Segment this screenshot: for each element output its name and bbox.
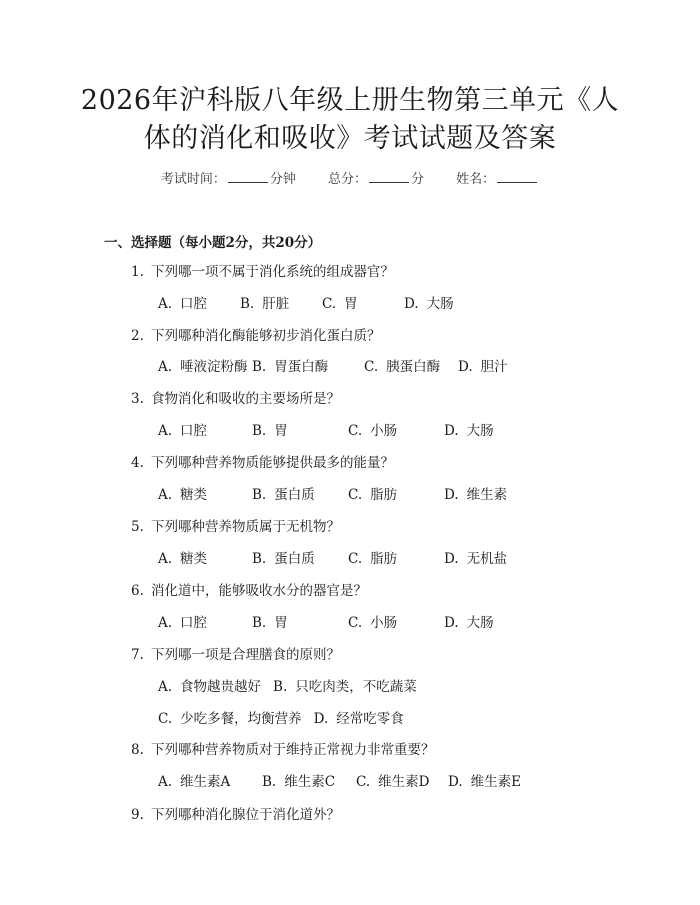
option-letter: C. (356, 774, 371, 790)
student-name (456, 168, 539, 187)
option-a (158, 292, 207, 312)
option-d (444, 419, 494, 439)
total-score-blank (369, 170, 409, 183)
option-d (444, 483, 507, 503)
option-letter: C. (158, 711, 173, 727)
option-text: 脂肪 (370, 487, 398, 503)
question-6 (131, 579, 367, 599)
option-text: 大肠 (466, 423, 494, 439)
option-letter: B. (240, 296, 255, 312)
option-a (158, 770, 230, 790)
option-c (348, 611, 397, 631)
question-text: 下列哪种营养物质能够提供最多的能量？ (151, 455, 394, 471)
option-text: 口腔 (180, 615, 208, 631)
option-letter: D. (444, 551, 459, 567)
option-a (158, 547, 207, 567)
option-letter: D. (444, 615, 459, 631)
option-c (356, 770, 429, 790)
option-text: 脂肪 (370, 551, 398, 567)
option-a (158, 483, 207, 503)
question-text: 下列哪种消化腺位于消化道外？ (151, 807, 340, 823)
option-text: 经常吃零食 (336, 711, 404, 727)
question-3 (131, 387, 340, 407)
option-b (252, 355, 328, 375)
question-5 (131, 515, 340, 535)
question-text: 下列哪一项不属于消化系统的组成器官？ (151, 264, 394, 280)
option-letter: A. (158, 487, 173, 503)
option-letter: A. (158, 359, 173, 375)
option-c (348, 547, 397, 567)
question-number: 6. (131, 583, 144, 599)
total-score-unit: 分 (411, 172, 425, 187)
question-text: 下列哪种营养物质对于维持正常视力非常重要？ (151, 742, 435, 758)
question-8 (131, 738, 435, 758)
question-text: 消化道中，能够吸收水分的器官是？ (151, 583, 367, 599)
option-letter: C. (348, 615, 363, 631)
question-7 (131, 643, 340, 663)
option-letter: A. (158, 423, 173, 439)
option-a (158, 611, 207, 631)
option-letter: A. (158, 551, 173, 567)
option-text: 胃 (274, 423, 288, 439)
option-b (262, 770, 335, 790)
option-text: 胰蛋白酶 (386, 359, 441, 375)
option-letter: D. (404, 296, 419, 312)
option-b (252, 611, 288, 631)
question-number: 3. (131, 391, 144, 407)
option-letter: B. (252, 551, 267, 567)
option-c (322, 292, 358, 312)
title-line-2: 体的消化和吸收》考试试题及答案 (143, 123, 557, 154)
option-text: 蛋白质 (274, 487, 315, 503)
question-2 (131, 324, 381, 344)
option-text: 维生素D (378, 774, 430, 790)
student-name-blank (497, 170, 537, 183)
option-text: 小肠 (370, 423, 398, 439)
option-row (158, 675, 429, 695)
option-text: 只吃肉类，不吃蔬菜 (295, 679, 417, 695)
option-row (158, 707, 416, 727)
exam-time-label: 考试时间： (160, 172, 226, 187)
question-number: 2. (131, 328, 144, 344)
option-text: 维生素E (470, 774, 521, 790)
option-text: 维生素C (284, 774, 336, 790)
option-text: 无机盐 (466, 551, 508, 567)
option-text: 糖类 (180, 551, 208, 567)
option-letter: A. (158, 679, 173, 695)
option-letter: D. (444, 423, 459, 439)
option-c (348, 419, 397, 439)
option-letter: C. (364, 359, 379, 375)
option-c (158, 707, 302, 727)
question-number: 1. (131, 264, 144, 280)
option-b (273, 675, 417, 695)
question-text: 下列哪一项是合理膳食的原则？ (151, 647, 340, 663)
question-number: 4. (131, 455, 144, 471)
option-letter: B. (252, 423, 267, 439)
question-number: 7. (131, 647, 144, 663)
exam-meta (0, 168, 700, 187)
option-text: 维生素A (180, 774, 231, 790)
option-letter: B. (252, 487, 267, 503)
option-text: 少吃多餐，均衡营养 (180, 711, 302, 727)
option-a (158, 675, 261, 695)
option-text: 小肠 (370, 615, 398, 631)
option-letter: D. (313, 711, 329, 727)
question-text: 食物消化和吸收的主要场所是？ (151, 391, 340, 407)
option-d (458, 355, 508, 375)
option-text: 唾液淀粉酶 (180, 359, 248, 375)
option-d (404, 292, 454, 312)
question-4 (131, 451, 394, 471)
question-number: 8. (131, 742, 144, 758)
total-score (328, 168, 424, 187)
option-letter: C. (348, 423, 363, 439)
option-b (252, 547, 315, 567)
question-text: 下列哪种营养物质属于无机物？ (151, 519, 340, 535)
question-text: 下列哪种消化酶能够初步消化蛋白质？ (151, 328, 381, 344)
option-letter: A. (158, 615, 173, 631)
question-1 (131, 260, 394, 280)
student-name-label: 姓名： (456, 172, 496, 187)
option-text: 蛋白质 (274, 551, 315, 567)
option-d (444, 547, 507, 567)
total-score-label: 总分： (327, 172, 367, 187)
option-letter: B. (252, 359, 267, 375)
option-letter: B. (252, 615, 267, 631)
option-letter: C. (348, 551, 363, 567)
option-text: 大肠 (426, 296, 454, 312)
question-number: 5. (131, 519, 144, 535)
exam-time-blank (228, 170, 268, 183)
exam-time-unit: 分钟 (269, 172, 296, 187)
option-letter: C. (348, 487, 363, 503)
option-letter: B. (273, 679, 288, 695)
title-line-1: 2026年沪科版八年级上册生物第三单元《人 (80, 85, 620, 116)
option-c (364, 355, 440, 375)
option-letter: B. (262, 774, 277, 790)
option-letter: D. (444, 487, 459, 503)
option-a (158, 355, 248, 375)
option-text: 口腔 (180, 423, 208, 439)
option-text: 大肠 (466, 615, 494, 631)
option-b (252, 483, 315, 503)
question-9 (131, 803, 340, 823)
option-d (448, 770, 521, 790)
option-text: 维生素 (466, 487, 508, 503)
option-d (314, 707, 404, 727)
exam-time (161, 168, 296, 187)
option-d (444, 611, 494, 631)
option-text: 糖类 (180, 487, 208, 503)
option-text: 胆汁 (480, 359, 508, 375)
option-text: 胃 (274, 615, 288, 631)
section-title: 一、选择题（每小题2分，共20分） (104, 235, 322, 251)
document-title (60, 82, 640, 158)
option-c (348, 483, 397, 503)
question-number: 9. (131, 807, 144, 823)
option-text: 肝脏 (262, 296, 290, 312)
option-text: 食物越贵越好 (180, 679, 262, 695)
option-b (240, 292, 289, 312)
option-text: 胃蛋白酶 (274, 359, 329, 375)
option-letter: D. (448, 774, 463, 790)
option-letter: A. (158, 774, 173, 790)
option-a (158, 419, 207, 439)
option-b (252, 419, 288, 439)
option-letter: D. (458, 359, 473, 375)
option-letter: C. (322, 296, 337, 312)
option-letter: A. (158, 296, 173, 312)
option-text: 胃 (344, 296, 358, 312)
option-text: 口腔 (180, 296, 208, 312)
